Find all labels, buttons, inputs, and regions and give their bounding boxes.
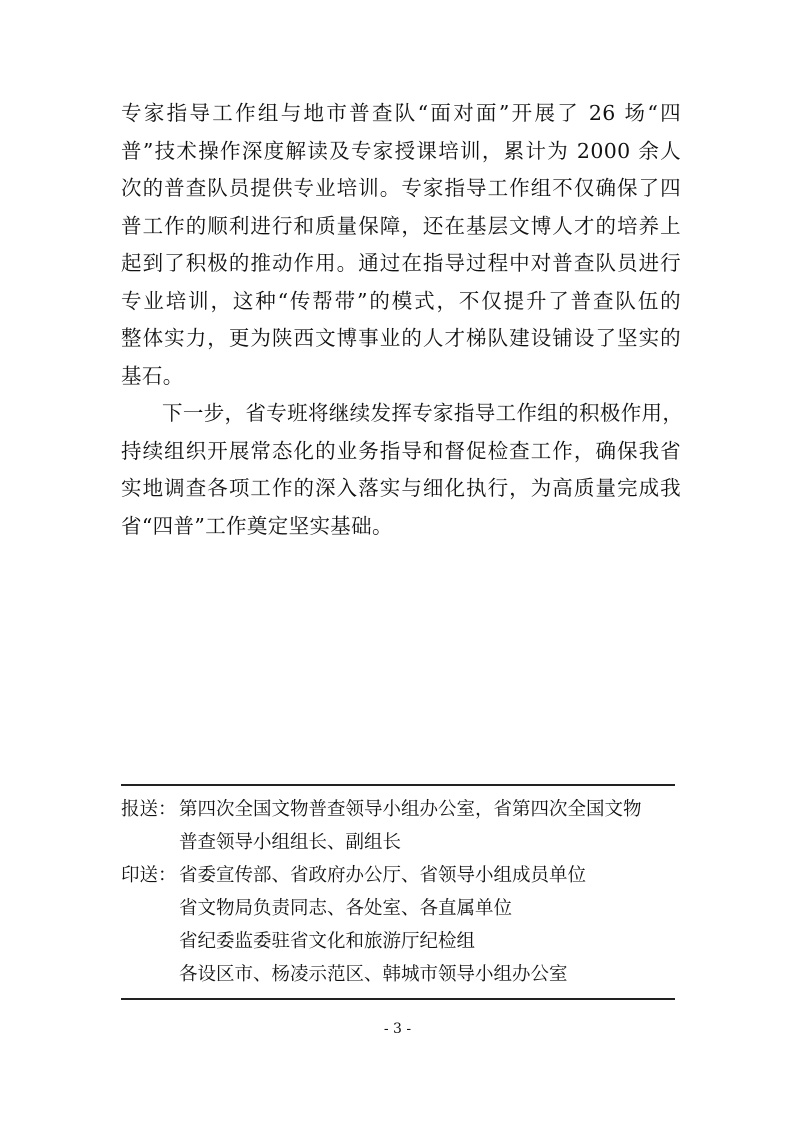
paragraph-line: 基石。	[121, 363, 184, 388]
report-recipients: 第四次全国文物普查领导小组办公室，省第四次全国文物	[179, 799, 642, 820]
paragraph-1	[121, 95, 681, 395]
paragraph-line: 普”技术操作深度解读及专家授课培训，累计为 2000 余人	[121, 138, 681, 163]
copy-line: 各设区市、杨凌示范区、韩城市领导小组办公室	[179, 964, 568, 985]
copy-recipients: 省委宣传部、省政府办公厅、省领导小组成员单位	[179, 865, 587, 886]
paragraph-line: 专家指导工作组与地市普查队“面对面”开展了 26 场“四	[121, 101, 681, 125]
divider-bottom	[121, 998, 675, 1000]
paragraph-line: 省“四普”工作奠定坚实基础。	[121, 513, 393, 538]
paragraph-line: 专业培训，这种“传帮带”的模式，不仅提升了普查队伍的	[121, 288, 681, 313]
report-line: 普查领导小组组长、副组长	[179, 832, 402, 853]
paragraph-line: 持续组织开展常态化的业务指导和督促检查工作，确保我省	[121, 438, 681, 463]
copy-label: 印送：	[121, 865, 177, 886]
paragraph-line: 实地调查各项工作的深入落实与细化执行，为高质量完成我	[121, 476, 681, 500]
copy-line	[121, 859, 681, 892]
body-text	[121, 95, 684, 545]
report-label: 报送：	[121, 799, 177, 820]
paragraph-2	[121, 395, 684, 545]
paragraph-line: 下一步，省专班将继续发挥专家指导工作组的积极作用，	[162, 401, 684, 425]
paragraph-line: 普工作的顺利进行和质量保障，还在基层文博人才的培养上	[121, 213, 681, 238]
copy-line: 省纪委监委驻省文化和旅游厅纪检组	[179, 931, 476, 952]
distribution-list	[121, 793, 681, 991]
paragraph-line: 次的普查队员提供专业培训。专家指导工作组不仅确保了四	[121, 176, 681, 200]
report-line	[121, 793, 681, 826]
divider-top	[121, 784, 675, 786]
paragraph-line: 起到了积极的推动作用。通过在指导过程中对普查队员进行	[121, 251, 681, 275]
copy-line: 省文物局负责同志、各处室、各直属单位	[179, 898, 513, 919]
paragraph-line: 整体实力，更为陕西文博事业的人才梯队建设铺设了坚实的	[121, 326, 681, 350]
page-number: - 3 -	[383, 1021, 412, 1037]
